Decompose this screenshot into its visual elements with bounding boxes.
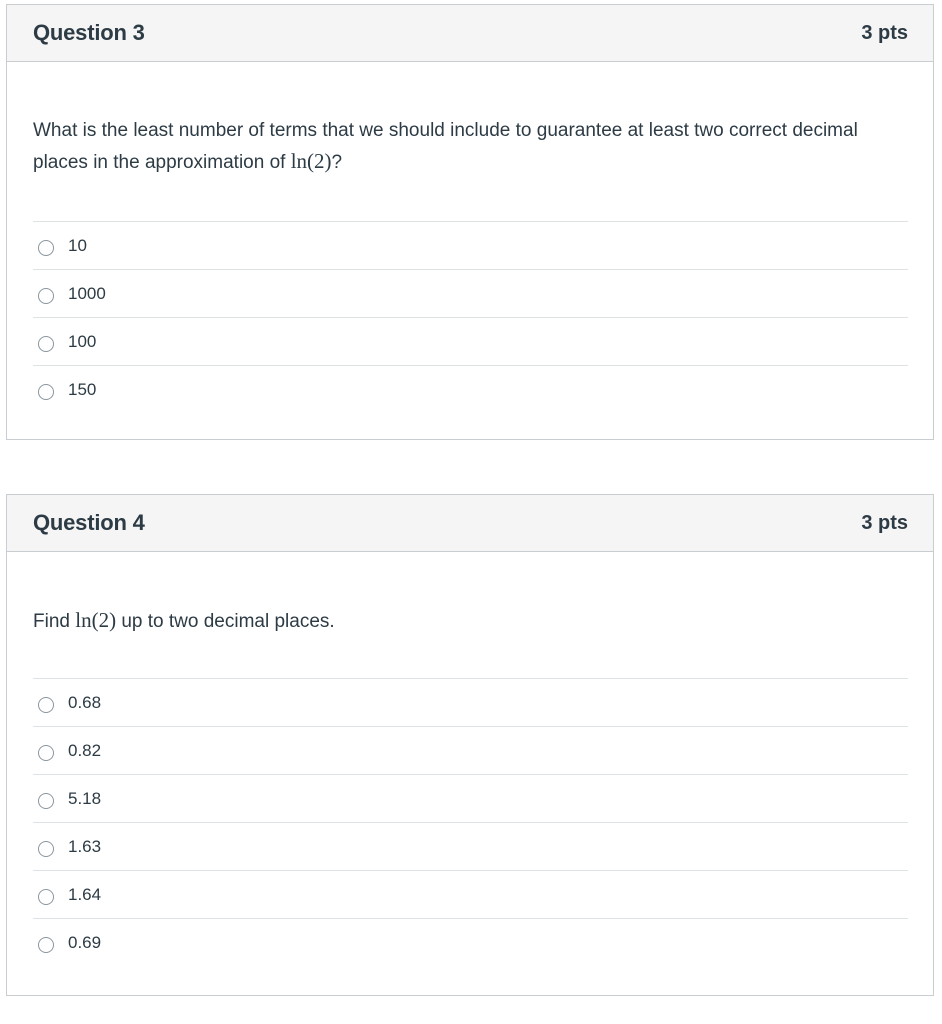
question-points: 3 pts — [861, 511, 908, 534]
question-text-before: What is the least number of terms that we should include to guarantee at least two correct decimal places in the approximation of — [33, 120, 858, 173]
math-expression: ln(2) — [290, 149, 332, 173]
math-expression: ln(2) — [75, 608, 117, 632]
answer-option[interactable] — [33, 775, 908, 823]
answer-option[interactable] — [33, 823, 908, 871]
question-points: 3 pts — [861, 21, 908, 44]
answer-label[interactable]: 1.63 — [68, 836, 102, 856]
answer-option[interactable] — [33, 679, 908, 727]
answer-option[interactable] — [33, 871, 908, 919]
answer-label[interactable]: 1.64 — [68, 884, 102, 904]
answer-label[interactable]: 0.69 — [68, 932, 102, 952]
question-title: Question 3 — [33, 20, 145, 45]
answer-option[interactable] — [33, 222, 908, 270]
radio-button[interactable] — [38, 937, 54, 953]
question-body — [7, 62, 933, 413]
question-header — [7, 495, 933, 552]
answer-label[interactable]: 1000 — [68, 283, 106, 303]
question-4-card — [6, 494, 934, 996]
question-body — [7, 552, 933, 966]
question-3-card — [6, 4, 934, 440]
question-text-after: ? — [331, 152, 343, 173]
answer-label[interactable]: 0.68 — [68, 692, 102, 712]
answer-option[interactable] — [33, 270, 908, 318]
answer-list — [33, 221, 908, 413]
answer-label[interactable]: 150 — [68, 379, 97, 399]
radio-button[interactable] — [38, 745, 54, 761]
question-text — [33, 62, 908, 221]
answer-option[interactable] — [33, 727, 908, 775]
answer-label[interactable]: 0.82 — [68, 740, 102, 760]
question-text-before: Find — [33, 611, 76, 632]
answer-label[interactable]: 10 — [68, 235, 87, 255]
answer-option[interactable] — [33, 366, 908, 413]
answer-label[interactable]: 5.18 — [68, 788, 102, 808]
radio-button[interactable] — [38, 384, 54, 400]
answer-option[interactable] — [33, 318, 908, 366]
question-title: Question 4 — [33, 510, 145, 535]
answer-label[interactable]: 100 — [68, 331, 97, 351]
question-header — [7, 5, 933, 62]
radio-button[interactable] — [38, 793, 54, 809]
question-text-after: up to two decimal places. — [116, 611, 335, 632]
radio-button[interactable] — [38, 336, 54, 352]
answer-option[interactable] — [33, 919, 908, 966]
radio-button[interactable] — [38, 697, 54, 713]
radio-button[interactable] — [38, 889, 54, 905]
radio-button[interactable] — [38, 288, 54, 304]
answer-list — [33, 678, 908, 966]
radio-button[interactable] — [38, 841, 54, 857]
radio-button[interactable] — [38, 240, 54, 256]
question-text — [33, 552, 908, 678]
